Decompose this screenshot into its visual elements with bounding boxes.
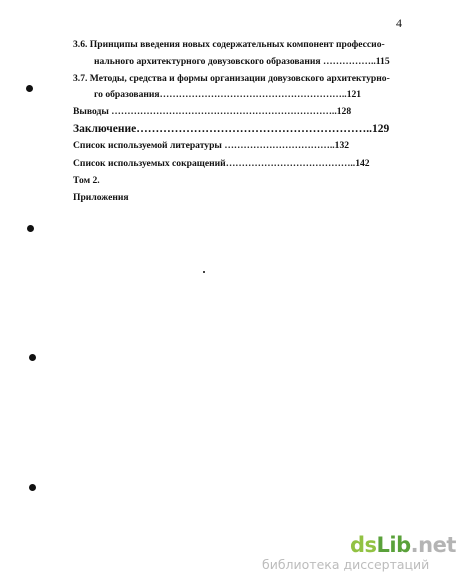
watermark-tagline: библиотека диссертаций: [262, 557, 430, 572]
toc-entry-3-7-line-2: го образования…………………………………………………..121: [94, 89, 362, 100]
punch-hole-mark: [27, 225, 34, 232]
watermark: [262, 533, 456, 573]
toc-entry-appendices: Приложения: [73, 192, 129, 203]
punch-hole-mark: [29, 484, 36, 491]
toc-entry-3-7-line-1: 3.7. Методы, средства и формы организации довузовского архитектурно-: [73, 73, 390, 84]
toc-entry-closing: Заключение……………………………………………………..129: [73, 123, 390, 135]
toc-entry-volume-2: Том 2.: [73, 175, 100, 186]
toc-entry-3-6-line-2: нального архитектурного довузовского образования ……………..115: [94, 56, 390, 67]
page-number: 4: [396, 16, 402, 30]
punch-hole-mark: [26, 85, 33, 92]
watermark-logo: dsLib.net: [350, 533, 456, 557]
toc-entry-bibliography: Список используемой литературы ……………………………..132: [73, 140, 350, 151]
scan-speck: [203, 271, 205, 273]
toc-entry-abbreviations: Список используемых сокращений…………………………………..142: [73, 158, 370, 169]
toc-entry-conclusions: Выводы ……………………………………………………………..128: [73, 106, 352, 117]
punch-hole-mark: [29, 354, 36, 361]
toc-entry-3-6-line-1: 3.6. Принципы введения новых содержательных компонент профессио-: [73, 39, 385, 50]
